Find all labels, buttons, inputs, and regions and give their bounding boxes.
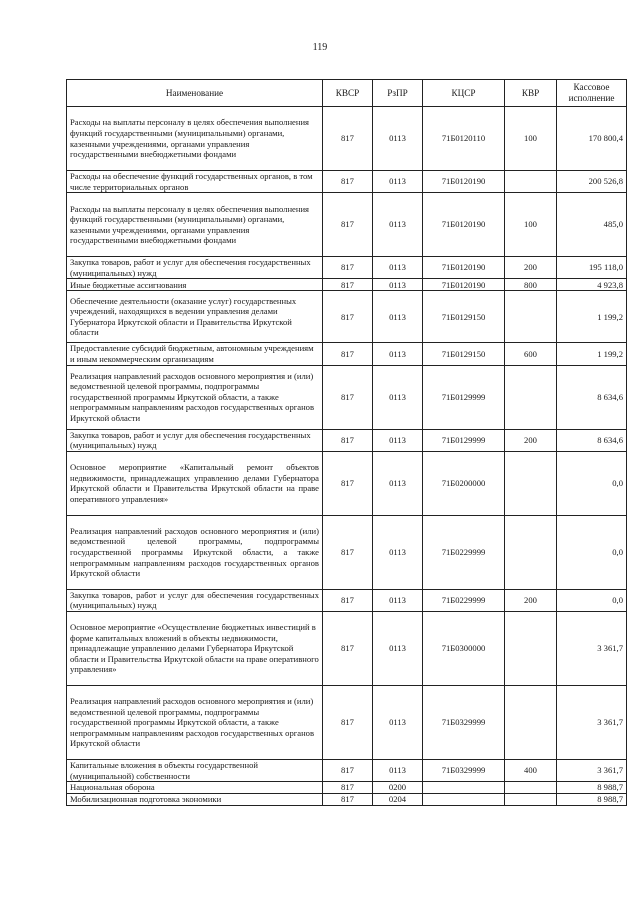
- cell-name: Закупка товаров, работ и услуг для обеспечения государственных (муниципальных) нужд: [67, 257, 323, 279]
- cell-kvr: [505, 611, 557, 685]
- cell-kcsr: 71Б0129150: [423, 343, 505, 365]
- cell-kcsr: 71Б0200000: [423, 451, 505, 515]
- cell-kvsr: 817: [323, 193, 373, 257]
- cell-kvsr: 817: [323, 343, 373, 365]
- cell-kvr: [505, 782, 557, 794]
- cell-kvsr: 817: [323, 611, 373, 685]
- cell-kvsr: 817: [323, 257, 373, 279]
- cell-kvsr: 817: [323, 291, 373, 343]
- table-row: [67, 794, 627, 806]
- table-row: [67, 429, 627, 451]
- cell-amount: 3 361,7: [557, 611, 627, 685]
- cell-name: Реализация направлений расходов основного мероприятия и (или) ведомственной целевой программы, подпрограммы государственной программы Иркутской области, а также непрограммным направлениям расходов государственных органов Иркутской области: [67, 685, 323, 759]
- cell-kvr: 200: [505, 589, 557, 611]
- cell-rzpr: 0113: [373, 429, 423, 451]
- cell-rzpr: 0113: [373, 685, 423, 759]
- cell-amount: 8 988,7: [557, 794, 627, 806]
- table-row: [67, 685, 627, 759]
- cell-kvr: 400: [505, 759, 557, 781]
- cell-kvsr: 817: [323, 794, 373, 806]
- cell-kcsr: 71Б0120110: [423, 107, 505, 171]
- cell-kvr: 200: [505, 257, 557, 279]
- cell-name: Реализация направлений расходов основного мероприятия и (или) ведомственной целевой программы, подпрограммы государственной программы Иркутской области, а также непрограммным направлениям расходов государственных органов Иркутской области: [67, 365, 323, 429]
- cell-name: Основное мероприятие «Капитальный ремонт объектов недвижимости, принадлежащих управлению делами Губернатора Иркутской области и Правительства Иркутской области на праве оперативного управления»: [67, 451, 323, 515]
- cell-kvr: [505, 515, 557, 589]
- cell-name: Закупка товаров, работ и услуг для обеспечения государственных (муниципальных) нужд: [67, 429, 323, 451]
- table-row: [67, 759, 627, 781]
- cell-rzpr: 0113: [373, 193, 423, 257]
- cell-rzpr: 0113: [373, 589, 423, 611]
- cell-amount: 0,0: [557, 589, 627, 611]
- cell-amount: 4 923,8: [557, 279, 627, 291]
- cell-amount: 8 988,7: [557, 782, 627, 794]
- cell-kvsr: 817: [323, 365, 373, 429]
- cell-rzpr: 0200: [373, 782, 423, 794]
- cell-name: Расходы на выплаты персоналу в целях обеспечения выполнения функций государственными (муниципальными) органами, казенными учреждениями, органами управления государственными внебюджетными фондами: [67, 193, 323, 257]
- cell-rzpr: 0113: [373, 611, 423, 685]
- table-row: [67, 171, 627, 193]
- cell-amount: 485,0: [557, 193, 627, 257]
- cell-name: Обеспечение деятельности (оказание услуг) государственных учреждений, находящихся в ведении управления делами Губернатора Иркутской области и Правительства Иркутской области: [67, 291, 323, 343]
- cell-name: Капитальные вложения в объекты государственной (муниципальной) собственности: [67, 759, 323, 781]
- table-row: [67, 451, 627, 515]
- table-row: [67, 365, 627, 429]
- cell-rzpr: 0113: [373, 257, 423, 279]
- cell-amount: 195 118,0: [557, 257, 627, 279]
- budget-execution-table: [66, 79, 627, 806]
- cell-rzpr: 0204: [373, 794, 423, 806]
- header-kvr: КВР: [505, 80, 557, 107]
- cell-amount: 1 199,2: [557, 343, 627, 365]
- cell-kcsr: 71Б0129999: [423, 365, 505, 429]
- table-row: [67, 279, 627, 291]
- table-row: [67, 611, 627, 685]
- cell-kcsr: 71Б0120190: [423, 279, 505, 291]
- cell-kcsr: 71Б0300000: [423, 611, 505, 685]
- cell-amount: 0,0: [557, 515, 627, 589]
- cell-rzpr: 0113: [373, 515, 423, 589]
- header-rzpr: РзПР: [373, 80, 423, 107]
- cell-amount: 0,0: [557, 451, 627, 515]
- cell-rzpr: 0113: [373, 759, 423, 781]
- cell-kvsr: 817: [323, 515, 373, 589]
- cell-rzpr: 0113: [373, 107, 423, 171]
- cell-kvr: [505, 171, 557, 193]
- cell-rzpr: 0113: [373, 291, 423, 343]
- cell-name: Закупка товаров, работ и услуг для обеспечения государственных (муниципальных) нужд: [67, 589, 323, 611]
- cell-kvr: 200: [505, 429, 557, 451]
- cell-kcsr: [423, 782, 505, 794]
- cell-name: Иные бюджетные ассигнования: [67, 279, 323, 291]
- cell-name: Реализация направлений расходов основного мероприятия и (или) ведомственной целевой программы, подпрограммы государственной программы Иркутской области, а также непрограммным направлениям расходов государственных органов Иркутской области: [67, 515, 323, 589]
- cell-rzpr: 0113: [373, 451, 423, 515]
- cell-name: Расходы на обеспечение функций государственных органов, в том числе территориальных органов: [67, 171, 323, 193]
- table-row: [67, 257, 627, 279]
- cell-kvr: 100: [505, 193, 557, 257]
- table-header-row: [67, 80, 627, 107]
- cell-kvsr: 817: [323, 589, 373, 611]
- cell-name: Расходы на выплаты персоналу в целях обеспечения выполнения функций государственными (муниципальными) органами, казенными учреждениями, органами управления государственными внебюджетными фондами: [67, 107, 323, 171]
- cell-kvr: [505, 365, 557, 429]
- cell-kvr: [505, 685, 557, 759]
- cell-kvr: 100: [505, 107, 557, 171]
- cell-kvr: [505, 451, 557, 515]
- cell-kcsr: [423, 794, 505, 806]
- cell-kcsr: 71Б0129999: [423, 429, 505, 451]
- cell-amount: 8 634,6: [557, 429, 627, 451]
- cell-kvsr: 817: [323, 171, 373, 193]
- cell-kvsr: 817: [323, 782, 373, 794]
- cell-amount: 200 526,8: [557, 171, 627, 193]
- cell-kvsr: 817: [323, 279, 373, 291]
- cell-amount: 8 634,6: [557, 365, 627, 429]
- cell-kvsr: 817: [323, 759, 373, 781]
- cell-kvsr: 817: [323, 451, 373, 515]
- cell-amount: 3 361,7: [557, 685, 627, 759]
- table-row: [67, 291, 627, 343]
- cell-kvsr: 817: [323, 685, 373, 759]
- header-kvsr: КВСР: [323, 80, 373, 107]
- cell-kvr: 600: [505, 343, 557, 365]
- cell-name: Предоставление субсидий бюджетным, автономным учреждениям и иным некоммерческим организациям: [67, 343, 323, 365]
- cell-kvr: 800: [505, 279, 557, 291]
- header-kcsr: КЦСР: [423, 80, 505, 107]
- table-row: [67, 343, 627, 365]
- cell-kvsr: 817: [323, 429, 373, 451]
- cell-name: Основное мероприятие «Осуществление бюджетных инвестиций в форме капитальных вложений в объекты недвижимости, принадлежащие управлению делами Губернатора Иркутской области и Правительства Иркутской области на праве оперативного управления»: [67, 611, 323, 685]
- table-row: [67, 193, 627, 257]
- cell-kvsr: 817: [323, 107, 373, 171]
- cell-rzpr: 0113: [373, 365, 423, 429]
- cell-kcsr: 71Б0120190: [423, 171, 505, 193]
- table-row: [67, 589, 627, 611]
- cell-kvr: [505, 291, 557, 343]
- cell-rzpr: 0113: [373, 343, 423, 365]
- cell-kcsr: 71Б0329999: [423, 685, 505, 759]
- table-row: [67, 515, 627, 589]
- header-name: Наименование: [67, 80, 323, 107]
- cell-kcsr: 71Б0229999: [423, 515, 505, 589]
- cell-rzpr: 0113: [373, 279, 423, 291]
- cell-kvr: [505, 794, 557, 806]
- cell-rzpr: 0113: [373, 171, 423, 193]
- cell-kcsr: 71Б0329999: [423, 759, 505, 781]
- cell-amount: 1 199,2: [557, 291, 627, 343]
- table-row: [67, 782, 627, 794]
- cell-kcsr: 71Б0129150: [423, 291, 505, 343]
- table-row: [67, 107, 627, 171]
- cell-kcsr: 71Б0120190: [423, 193, 505, 257]
- cell-name: Мобилизационная подготовка экономики: [67, 794, 323, 806]
- cell-kcsr: 71Б0229999: [423, 589, 505, 611]
- cell-kcsr: 71Б0120190: [423, 257, 505, 279]
- page-number: 119: [312, 42, 328, 53]
- cell-amount: 3 361,7: [557, 759, 627, 781]
- cell-amount: 170 800,4: [557, 107, 627, 171]
- cell-name: Национальная оборона: [67, 782, 323, 794]
- header-amount: Кассовое исполнение: [557, 80, 627, 107]
